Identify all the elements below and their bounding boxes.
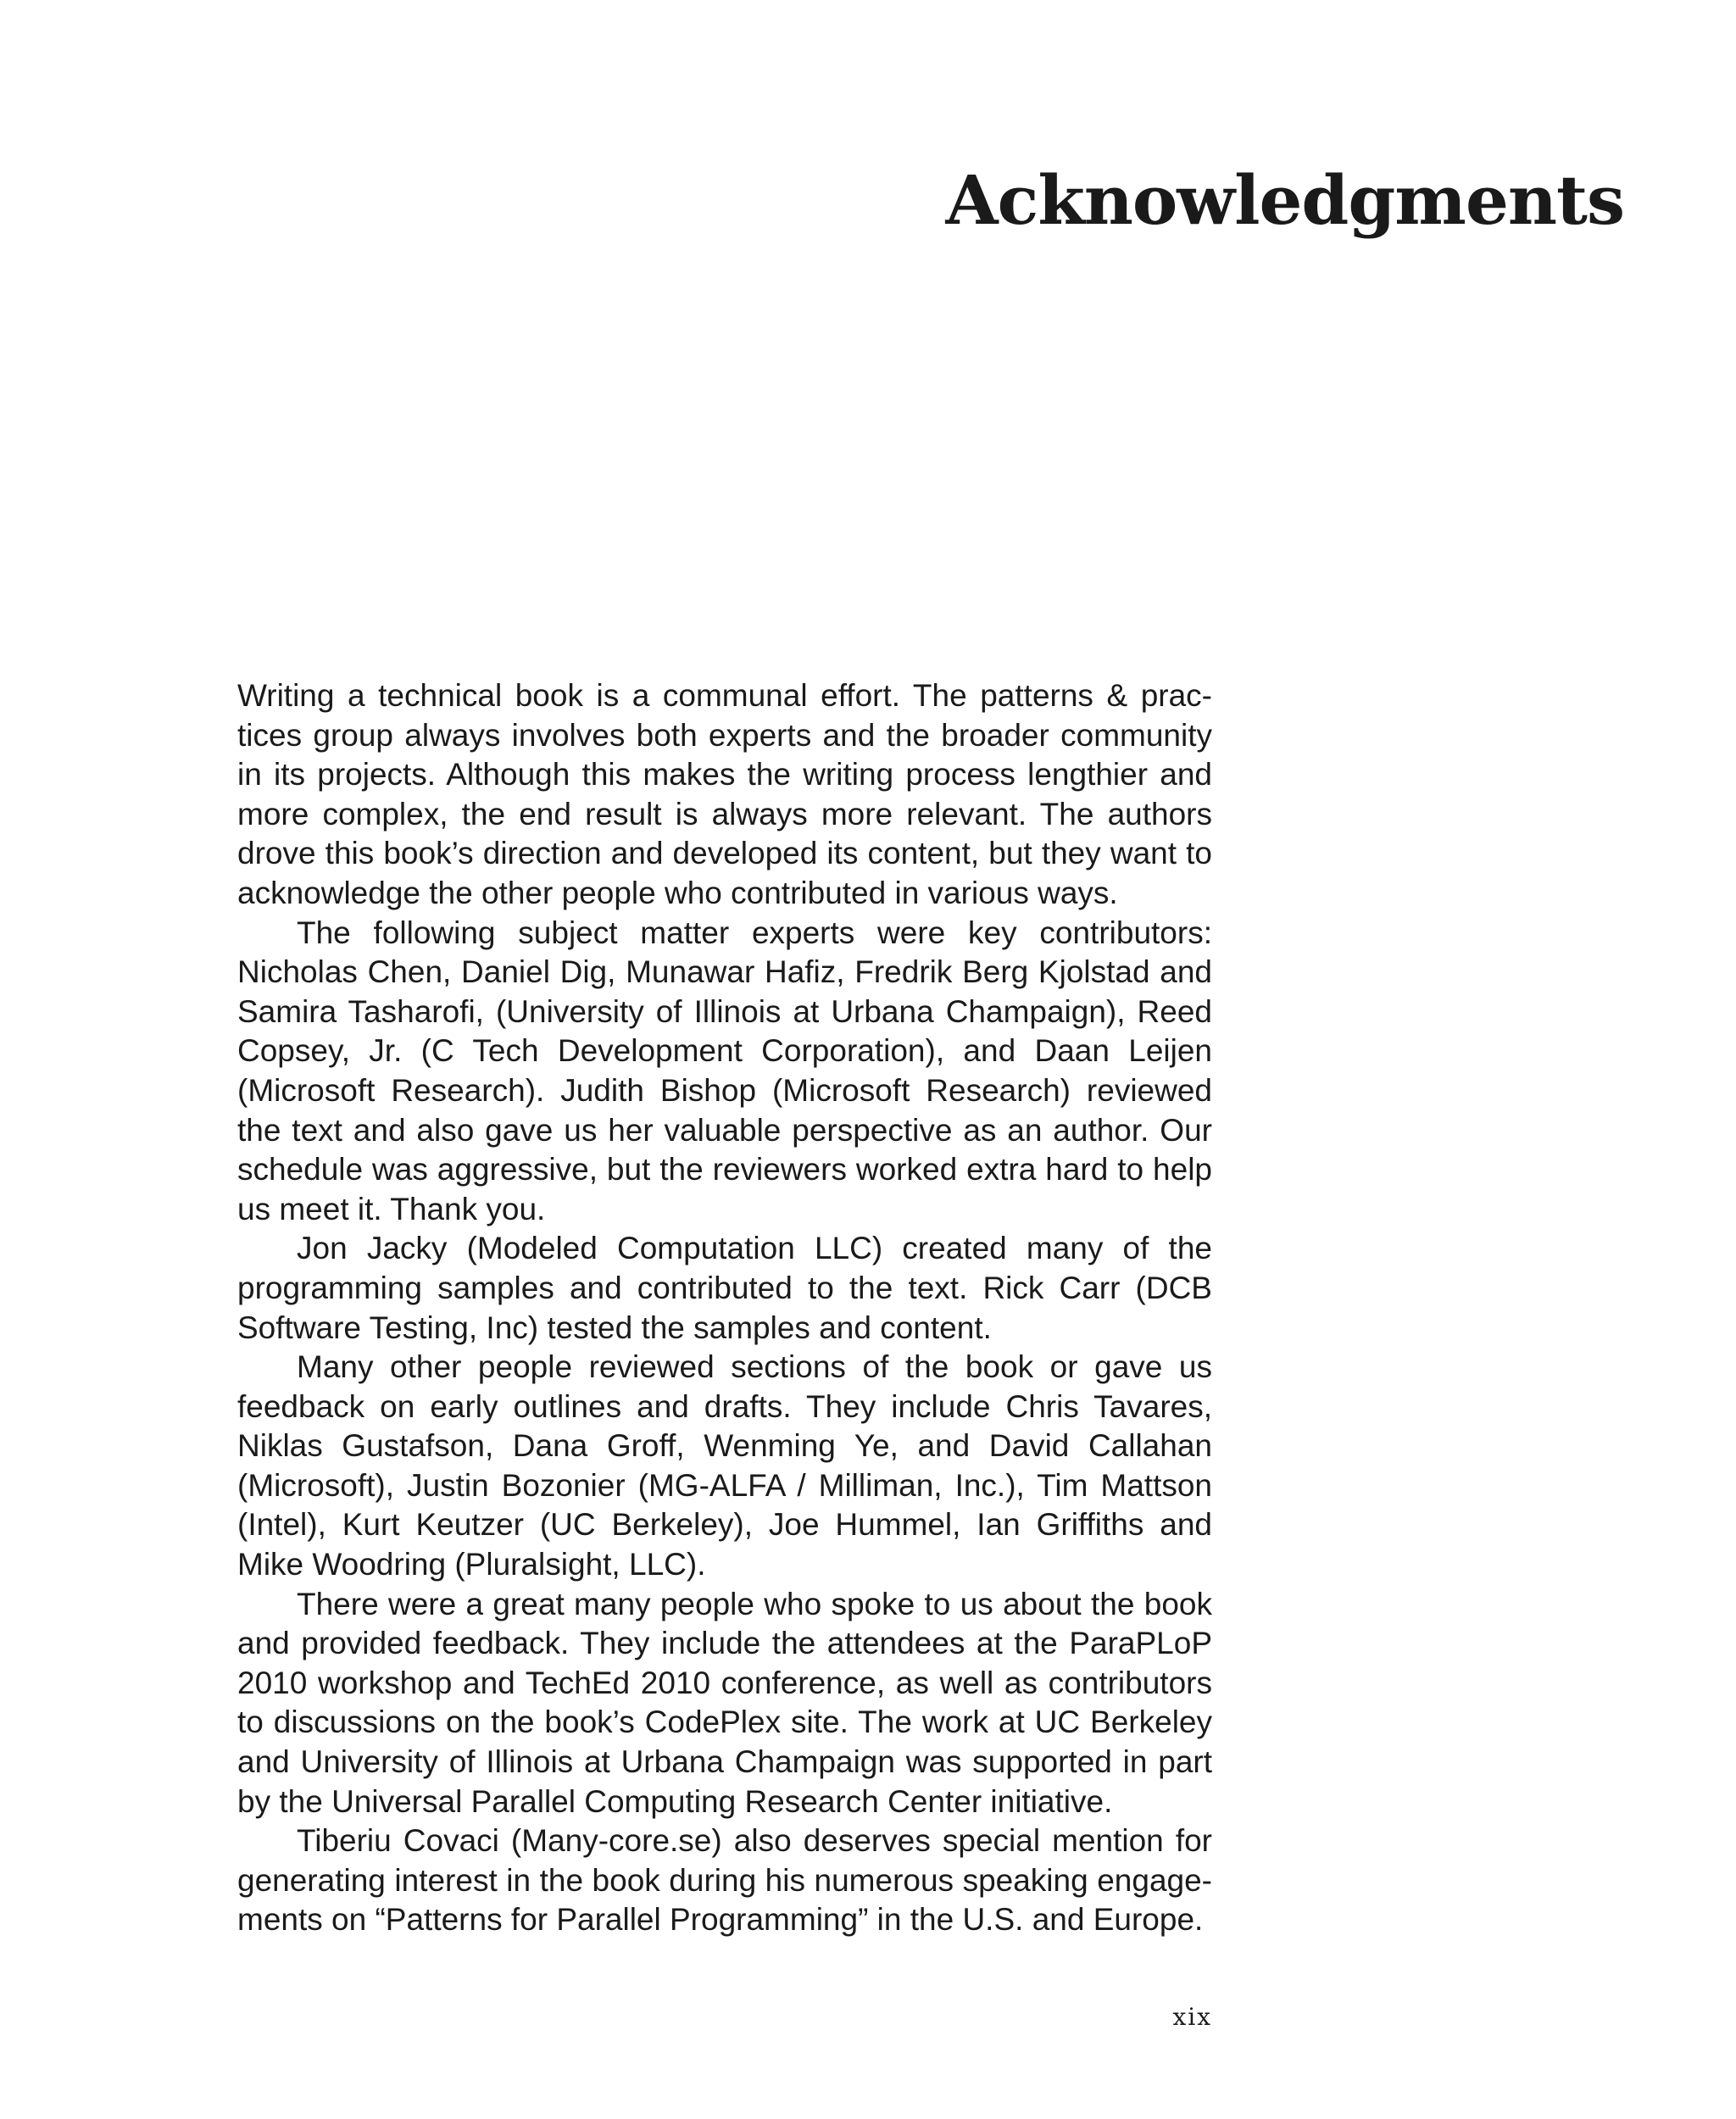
body-text	[237, 676, 1212, 1940]
page-number: xix	[1172, 2003, 1212, 2031]
paragraph-special-mention: Tiberiu Covaci (Many-core.se) also deserves special mention for generating interest in the book during his numerous speaking engagements on “Patterns for Parallel Programming” in the U.S. and Europe.	[237, 1823, 1212, 1938]
paragraph-subject-matter-experts: The following subject matter experts were key contributors: Nicholas Chen, Daniel Dig, Munawar Hafiz, Fredrik Berg Kjolstad and Samira Tasharofi, (University of Illinois at Urbana Champaign), Reed Copsey, Jr. (C Tech Development Corporation), and Daan Leijen (Microsoft Research). Judith Bishop (Microsoft Research) reviewed the text and also gave us her valuable perspective as an author. Our schedule was aggressive, but the reviewers worked extra hard to help us meet it. Thank you.	[237, 915, 1212, 1226]
paragraph-samples: Jon Jacky (Modeled Computation LLC) created many of the programming samples and contributed to the text. Rick Carr (DCB Software Testing, Inc) tested the samples and content.	[237, 1231, 1212, 1345]
page-title: Acknowledgments	[945, 160, 1624, 240]
paragraph-intro: Writing a technical book is a communal effort. The patterns & practices group always involves both experts and the broader community in its projects. Although this makes the writing process lengthier and more complex, the end result is always more relevant. The authors drove this book’s direction and developed its content, but they want to acknowledge the other people who contributed in various ways.	[237, 678, 1212, 910]
paragraph-reviewers: Many other people reviewed sections of the book or gave us feedback on early outlines and drafts. They include Chris Tavares, Niklas Gustafson, Dana Groff, Wenming Ye, and David Callahan (Microsoft), Justin Bozonier (MG-ALFA / Milliman, Inc.), Tim Mattson (Intel), Kurt Keutzer (UC Berkeley), Joe Hummel, Ian Griffiths and Mike Woodring (Pluralsight, LLC).	[237, 1349, 1212, 1582]
paragraph-community: There were a great many people who spoke to us about the book and provided feedback. They include the attendees at the ParaPLoP 2010 workshop and TechEd 2010 conference, as well as contributors to discussions on the book’s CodePlex site. The work at UC Berkeley and University of Illinois at Urbana Champaign was supported in part by the Universal Parallel Computing Research Center initiative.	[237, 1586, 1212, 1819]
